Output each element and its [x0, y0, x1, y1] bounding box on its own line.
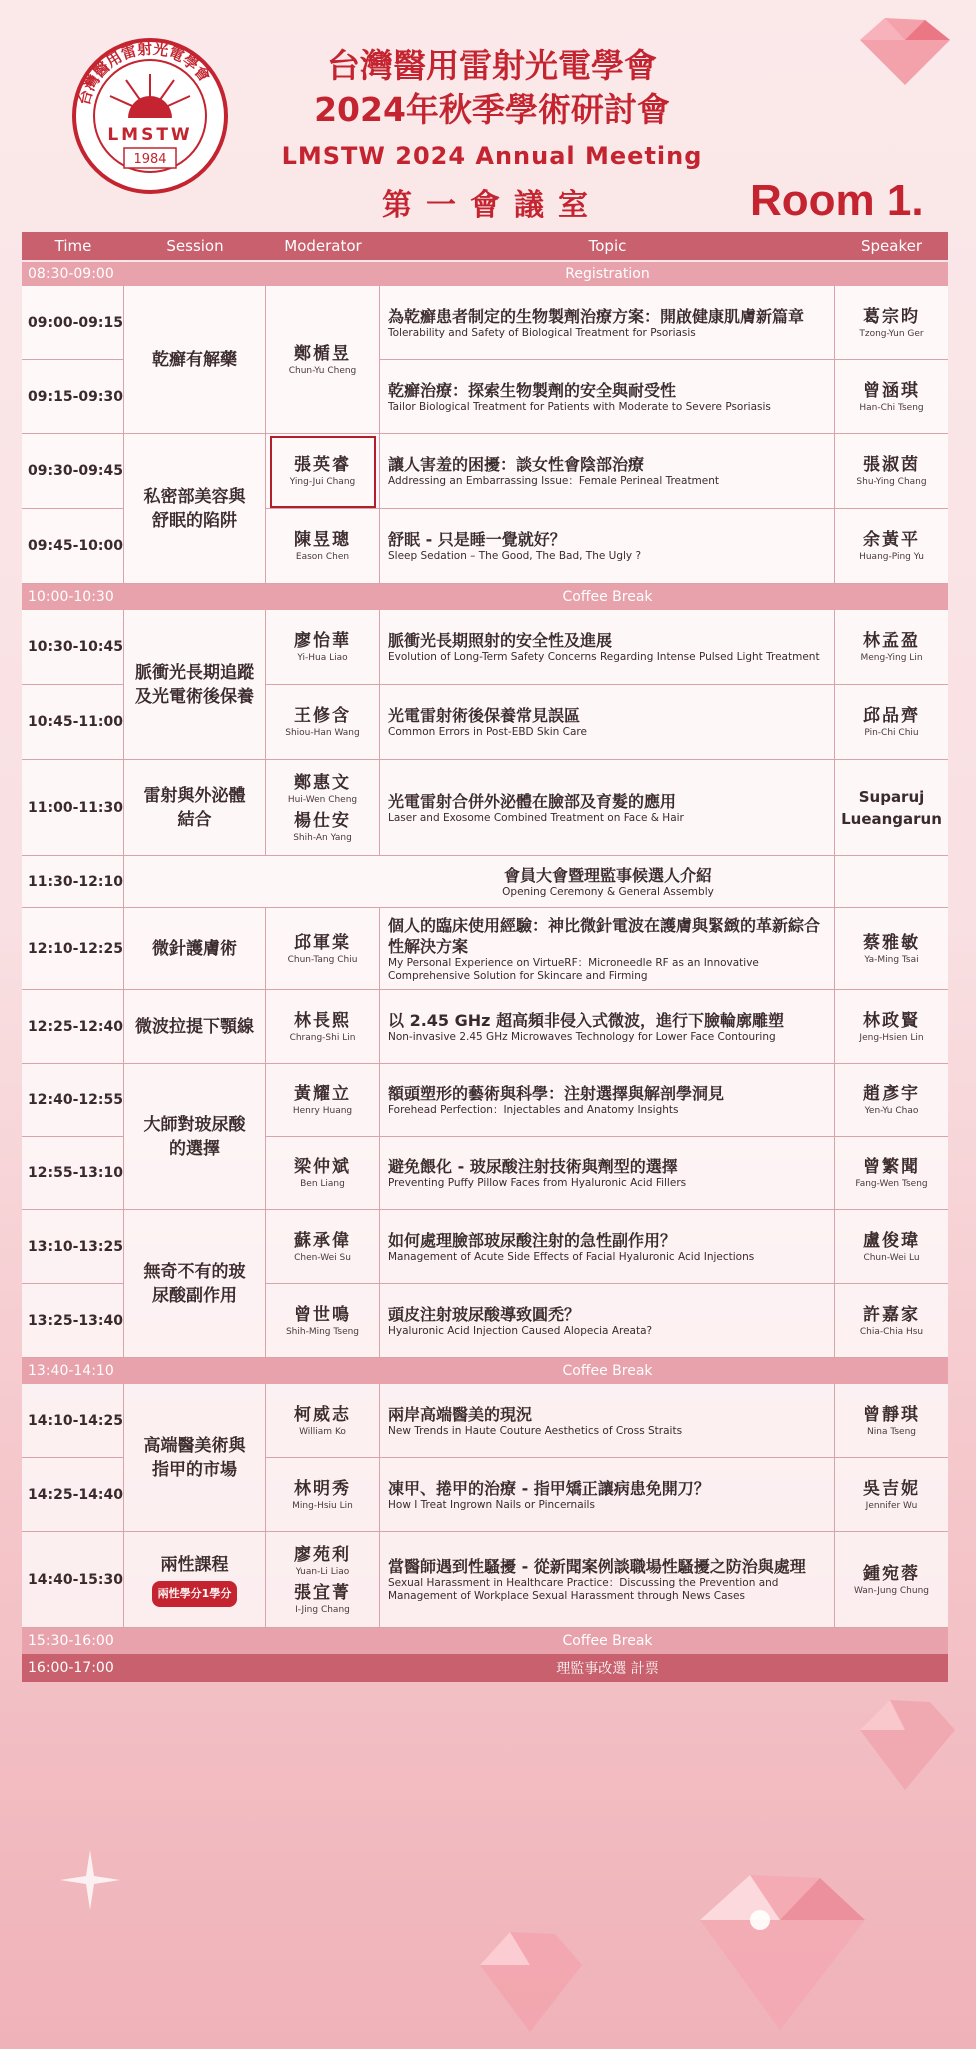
sparkle-icon	[60, 1850, 120, 1910]
topic-en: Non-invasive 2.45 GHz Microwaves Technology for Lower Face Contouring	[388, 1030, 776, 1043]
time-cell: 12:55-13:10	[22, 1137, 124, 1210]
topic-zh: 以 2.45 GHz 超高頻非侵入式微波，進行下臉輪廓雕塑	[388, 1010, 785, 1030]
title-zh-line2: 2024年秋季學術研討會	[314, 90, 670, 129]
topic-cell	[380, 610, 835, 685]
schedule-block	[22, 908, 948, 1358]
session-label: 私密部美容與舒眠的陷阱	[143, 486, 246, 531]
speaker-cell	[835, 1137, 948, 1210]
moderator-name-zh: 楊仕安	[294, 810, 351, 831]
band-time: 13:40-14:10	[28, 1363, 114, 1379]
moderator-name-zh: 張英睿	[294, 455, 351, 475]
band-label: Coffee Break	[562, 1633, 653, 1649]
band-label: Coffee Break	[562, 1363, 653, 1379]
time-cell: 14:10-14:25	[22, 1384, 124, 1458]
topic-zh: 會員大會暨理監事候選人介紹	[503, 865, 712, 885]
moderator-name-zh: 鄭惠文	[294, 772, 351, 793]
speaker-name-zh: 曾繁聞	[863, 1157, 920, 1177]
topic-cell	[380, 1458, 835, 1532]
speaker-cell	[835, 286, 948, 360]
moderator-name-en: Henry Huang	[292, 1106, 353, 1116]
session-cell	[124, 990, 266, 1064]
moderator-cell	[266, 1137, 380, 1210]
session-cell	[124, 908, 266, 990]
speaker-cell	[835, 1210, 948, 1284]
speaker-name: Suparuj Lueangarun	[841, 787, 942, 828]
speaker-name-zh: 曾靜琪	[863, 1404, 920, 1425]
schedule-block	[22, 610, 948, 908]
topic-zh: 讓人害羞的困擾：談女性會陰部治療	[388, 455, 645, 474]
moderator-name-zh: 鄭楯昱	[294, 343, 351, 364]
speaker-name-en: Meng-Ying Lin	[860, 653, 923, 663]
session-cell	[124, 1384, 266, 1532]
topic-cell	[380, 509, 835, 584]
speaker-name-zh: 余黃平	[863, 530, 920, 550]
speaker-name-en: Shu-Ying Chang	[856, 477, 927, 487]
moderator-name-zh: 林長熙	[294, 1010, 351, 1031]
speaker-name-zh: 曾涵琪	[863, 380, 920, 401]
moderator-name-en: Ying-Jui Chang	[289, 477, 356, 487]
band-label: Coffee Break	[562, 589, 653, 605]
speaker-name-en: Wan-Jung Chung	[853, 1585, 930, 1596]
topic-zh: 乾癬治療：探索生物製劑的安全與耐受性	[388, 380, 677, 400]
time-cell: 12:40-12:55	[22, 1064, 124, 1137]
moderator-name-en: Chun-Tang Chiu	[287, 954, 358, 965]
moderator-cell	[266, 990, 380, 1064]
session-label: 無奇不有的玻尿酸副作用	[143, 1261, 246, 1306]
topic-zh: 光電雷射合併外泌體在臉部及育髮的應用	[388, 791, 677, 811]
coffee-break-band	[22, 1358, 948, 1384]
page-header	[0, 0, 976, 232]
session-label: 雷射與外泌體結合	[143, 785, 246, 830]
title-en: LMSTW 2024 Annual Meeting	[281, 142, 703, 170]
speaker-name-zh: 許嘉家	[863, 1304, 920, 1325]
speaker-name-zh: 葛宗昀	[863, 306, 920, 327]
speaker-name-en: Nina Tseng	[867, 1426, 916, 1437]
moderator-name-en: Ming-Hsiu Lin	[292, 1500, 353, 1511]
time-cell: 12:10-12:25	[22, 908, 124, 990]
time-cell: 14:40-15:30	[22, 1532, 124, 1628]
band-label: Registration	[565, 266, 650, 282]
coffee-break-band	[22, 1628, 948, 1654]
moderator-highlight-box	[270, 436, 376, 508]
moderator-cell	[266, 760, 380, 856]
session-label: 大師對玻尿酸的選擇	[143, 1114, 246, 1159]
speaker-name-en: Huang-Ping Yu	[859, 552, 924, 562]
moderator-name-en: Chen-Wei Su	[294, 1252, 351, 1263]
moderator-name-en: Chun-Yu Cheng	[288, 365, 357, 376]
moderator-name-zh: 張宜菁	[294, 1582, 351, 1603]
room-title-en: Room 1.	[750, 176, 924, 225]
topic-zh: 舒眠 - 只是睡一覺就好？	[388, 530, 566, 549]
speaker-name-zh: 盧俊瑋	[863, 1230, 920, 1251]
moderator-name-zh: 曾世鳴	[294, 1304, 351, 1325]
speaker-name-en: Ya-Ming Tsai	[864, 954, 919, 965]
topic-en: Sexual Harassment in Healthcare Practice：Discussing the Prevention and Management of Workplace Sexual Harassment through News Cases	[388, 1577, 779, 1602]
topic-en: Tailor Biological Treatment for Patients with Moderate to Severe Psoriasis	[388, 400, 771, 413]
moderator-cell	[266, 610, 380, 685]
credit-badge: 兩性學分1學分	[152, 1581, 238, 1607]
moderator-cell	[266, 1284, 380, 1358]
time-cell: 13:25-13:40	[22, 1284, 124, 1358]
speaker-name-zh: 蔡雅敏	[863, 932, 920, 953]
session-cell	[124, 434, 266, 584]
room-title-zh: 第一會議室	[382, 188, 602, 223]
speaker-name-en: Pin-Chi Chiu	[864, 728, 919, 738]
topic-cell	[380, 360, 835, 434]
topic-zh: 額頭塑形的藝術與科學：注射選擇與解剖學洞見	[388, 1084, 725, 1103]
session-label: 微針護膚術	[152, 938, 237, 959]
band-time: 10:00-10:30	[28, 589, 114, 605]
speaker-cell	[835, 990, 948, 1064]
speaker-name-en: Yen-Yu Chao	[864, 1106, 919, 1116]
session-cell	[124, 1210, 266, 1358]
schedule-block	[22, 1384, 948, 1628]
band-label: 理監事改選 計票	[556, 1661, 659, 1677]
speaker-name-zh: 林政賢	[863, 1010, 920, 1031]
moderator-name-en: Yi-Hua Liao	[297, 653, 348, 663]
time-cell: 10:45-11:00	[22, 685, 124, 760]
moderator-name-en: William Ko	[299, 1426, 346, 1437]
moderator-name-zh: 廖苑利	[294, 1544, 351, 1565]
band-time: 15:30-16:00	[28, 1633, 114, 1649]
speaker-cell	[835, 1284, 948, 1358]
col-header-session: Session	[166, 237, 224, 255]
topic-cell	[380, 434, 835, 509]
session-cell	[124, 1064, 266, 1210]
topic-en: Tolerability and Safety of Biological Treatment for Psoriasis	[388, 326, 696, 339]
time-cell: 09:00-09:15	[22, 286, 124, 360]
speaker-cell	[835, 1064, 948, 1137]
lmstw-logo	[70, 36, 230, 196]
session-label: 脈衝光長期追蹤及光電術後保養	[135, 662, 254, 707]
topic-zh: 當醫師遇到性騷擾 - 從新聞案例談職場性騷擾之防治與處理	[388, 1557, 806, 1576]
diamond-decoration-bottom-right	[850, 1690, 960, 1800]
topic-cell	[380, 1210, 835, 1284]
schedule-block	[22, 286, 948, 584]
topic-cell	[380, 1137, 835, 1210]
topic-en: Forehead Perfection：Injectables and Anatomy Insights	[388, 1104, 679, 1116]
topic-zh: 脈衝光長期照射的安全性及進展	[388, 631, 613, 650]
speaker-name-en: Fang-Wen Tseng	[855, 1179, 928, 1189]
speaker-cell	[835, 908, 948, 990]
moderator-name-en: I-Jing Chang	[295, 1604, 350, 1615]
topic-cell	[380, 685, 835, 760]
registration-band	[22, 262, 948, 286]
band-time: 16:00-17:00	[28, 1660, 114, 1676]
speaker-name-zh: 鍾宛蓉	[863, 1563, 920, 1584]
vote-count-band	[22, 1654, 948, 1682]
topic-zh: 為乾癬患者制定的生物製劑治療方案：開啟健康肌膚新篇章	[388, 306, 805, 326]
topic-en: How I Treat Ingrown Nails or Pincernails	[388, 1498, 595, 1511]
diamond-decoration-bottom-left	[470, 1920, 590, 2040]
session-cell	[124, 1532, 266, 1628]
topic-en: Hyaluronic Acid Injection Caused Alopecia Areata?	[388, 1324, 653, 1337]
speaker-name-zh: 邱品齊	[863, 706, 920, 726]
speaker-name-zh: 趙彥宇	[863, 1084, 920, 1104]
topic-en: My Personal Experience on VirtueRF：Microneedle RF as an Innovative Comprehensive Solution for Skincare and Firming	[388, 956, 759, 982]
session-label: 高端醫美術與指甲的市場	[143, 1435, 246, 1480]
moderator-name-zh: 邱軍棠	[294, 932, 351, 953]
moderator-name-zh: 蘇承偉	[294, 1230, 351, 1251]
session-cell	[124, 286, 266, 434]
speaker-cell	[835, 360, 948, 434]
moderator-name-en: Yuan-Li Liao	[295, 1566, 350, 1577]
moderator-name-zh: 黃耀立	[294, 1084, 351, 1104]
topic-zh: 凍甲、捲甲的治療 - 指甲矯正讓病患免開刀？	[388, 1478, 710, 1498]
topic-cell	[380, 1532, 835, 1628]
speaker-name-en: Chun-Wei Lu	[863, 1252, 920, 1263]
logo-ring-text: 台灣醫用雷射光電學會	[74, 39, 214, 108]
moderator-name-zh: 王修含	[294, 706, 351, 726]
moderator-name-zh: 梁仲斌	[294, 1157, 351, 1177]
topic-zh: 光電雷射術後保養常見誤區	[388, 706, 581, 725]
speaker-name-en: Han-Chi Tseng	[859, 402, 924, 413]
speaker-cell	[835, 610, 948, 685]
speaker-cell	[835, 760, 948, 856]
topic-cell	[380, 1284, 835, 1358]
topic-cell	[380, 286, 835, 360]
schedule-table	[22, 232, 948, 1682]
moderator-name-en: Ben Liang	[300, 1179, 345, 1189]
col-header-moderator: Moderator	[284, 237, 362, 255]
topic-zh: 如何處理臉部玻尿酸注射的急性副作用？	[388, 1230, 677, 1250]
moderator-cell	[266, 509, 380, 584]
speaker-name-en: Jennifer Wu	[865, 1500, 918, 1511]
moderator-name-zh: 林明秀	[294, 1478, 351, 1499]
speaker-name-en: Jeng-Hsien Lin	[859, 1032, 924, 1043]
topic-cell	[380, 760, 835, 856]
moderator-cell	[266, 1532, 380, 1628]
speaker-cell	[835, 509, 948, 584]
speaker-cell	[835, 1384, 948, 1458]
moderator-name-en: Eason Chen	[295, 552, 350, 562]
diamond-decoration-bottom-center	[680, 1860, 880, 2040]
moderator-name-zh: 廖怡華	[294, 631, 351, 651]
speaker-cell	[835, 434, 948, 509]
topic-en: Evolution of Long-Term Safety Concerns Regarding Intense Pulsed Light Treatment	[388, 651, 820, 663]
speaker-name-zh: 張淑茵	[863, 455, 920, 475]
session-cell-empty	[124, 856, 266, 908]
moderator-cell	[266, 286, 380, 434]
time-cell: 13:10-13:25	[22, 1210, 124, 1284]
topic-cell	[380, 908, 835, 990]
moderator-cell	[266, 1064, 380, 1137]
speaker-name-zh: 吳吉妮	[863, 1478, 920, 1499]
topic-cell	[380, 1384, 835, 1458]
moderator-name-en: Shih-An Yang	[293, 832, 352, 843]
topic-en: Sleep Sedation – The Good, The Bad, The Ugly ?	[388, 550, 642, 562]
speaker-name-zh: 林孟盈	[863, 631, 920, 651]
speaker-name-en: Chia-Chia Hsu	[859, 1326, 924, 1337]
session-label: 兩性課程	[160, 1554, 229, 1575]
logo-letters: LMSTW	[107, 125, 193, 145]
topic-en: Addressing an Embarrassing Issue：Female Perineal Treatment	[388, 475, 720, 487]
speaker-name-en: Tzong-Yun Ger	[859, 328, 924, 339]
col-header-speaker: Speaker	[860, 237, 922, 255]
topic-en: Laser and Exosome Combined Treatment on Face & Hair	[388, 811, 684, 824]
topic-zh: 頭皮注射玻尿酸導致圓禿？	[388, 1304, 581, 1324]
title-zh-line1: 台灣醫用雷射光電學會	[327, 46, 657, 85]
moderator-name-zh: 陳昱璁	[294, 530, 351, 550]
moderator-name-en: Chrang-Shi Lin	[289, 1032, 356, 1043]
topic-en: Opening Ceremony & General Assembly	[502, 885, 714, 898]
time-cell: 09:30-09:45	[22, 434, 124, 509]
logo-year: 1984	[133, 152, 167, 167]
time-cell: 10:30-10:45	[22, 610, 124, 685]
col-header-time: Time	[54, 237, 92, 255]
time-cell: 09:45-10:00	[22, 509, 124, 584]
time-cell: 09:15-09:30	[22, 360, 124, 434]
moderator-cell	[266, 1210, 380, 1284]
session-cell	[124, 610, 266, 760]
topic-zh: 避免餵化 - 玻尿酸注射技術與劑型的選擇	[388, 1157, 678, 1176]
band-time: 08:30-09:00	[28, 266, 114, 282]
speaker-cell	[835, 1458, 948, 1532]
time-cell: 11:00-11:30	[22, 760, 124, 856]
session-label: 乾癬有解藥	[152, 349, 237, 370]
topic-cell	[380, 990, 835, 1064]
page-title	[262, 44, 722, 132]
moderator-cell	[266, 1384, 380, 1458]
topic-cell	[266, 856, 835, 908]
time-cell: 12:25-12:40	[22, 990, 124, 1064]
speaker-cell	[835, 856, 948, 908]
speaker-cell	[835, 1532, 948, 1628]
speaker-cell	[835, 685, 948, 760]
moderator-name-en: Shiou-Han Wang	[285, 728, 360, 738]
topic-zh: 兩岸高端醫美的現況	[388, 1404, 533, 1424]
moderator-cell	[266, 685, 380, 760]
table-header	[22, 232, 948, 260]
time-cell: 11:30-12:10	[22, 856, 124, 908]
topic-en: Common Errors in Post-EBD Skin Care	[388, 726, 587, 738]
session-label: 微波拉提下顎線	[135, 1016, 254, 1037]
col-header-topic: Topic	[588, 237, 627, 255]
moderator-cell	[266, 1458, 380, 1532]
moderator-cell	[266, 908, 380, 990]
time-cell: 14:25-14:40	[22, 1458, 124, 1532]
topic-en: Preventing Puffy Pillow Faces from Hyaluronic Acid Fillers	[388, 1177, 687, 1189]
moderator-name-en: Shih-Ming Tseng	[285, 1326, 360, 1337]
topic-en: New Trends in Haute Couture Aesthetics of Cross Straits	[388, 1424, 683, 1437]
topic-en: Management of Acute Side Effects of Facial Hyaluronic Acid Injections	[388, 1250, 755, 1263]
session-cell	[124, 760, 266, 856]
moderator-name-zh: 柯威志	[294, 1404, 351, 1425]
topic-zh: 個人的臨床使用經驗：神比微針電波在護膚與緊緻的革新綜合性解決方案	[388, 915, 821, 956]
moderator-name-en: Hui-Wen Cheng	[287, 794, 358, 805]
coffee-break-band	[22, 584, 948, 610]
topic-cell	[380, 1064, 835, 1137]
